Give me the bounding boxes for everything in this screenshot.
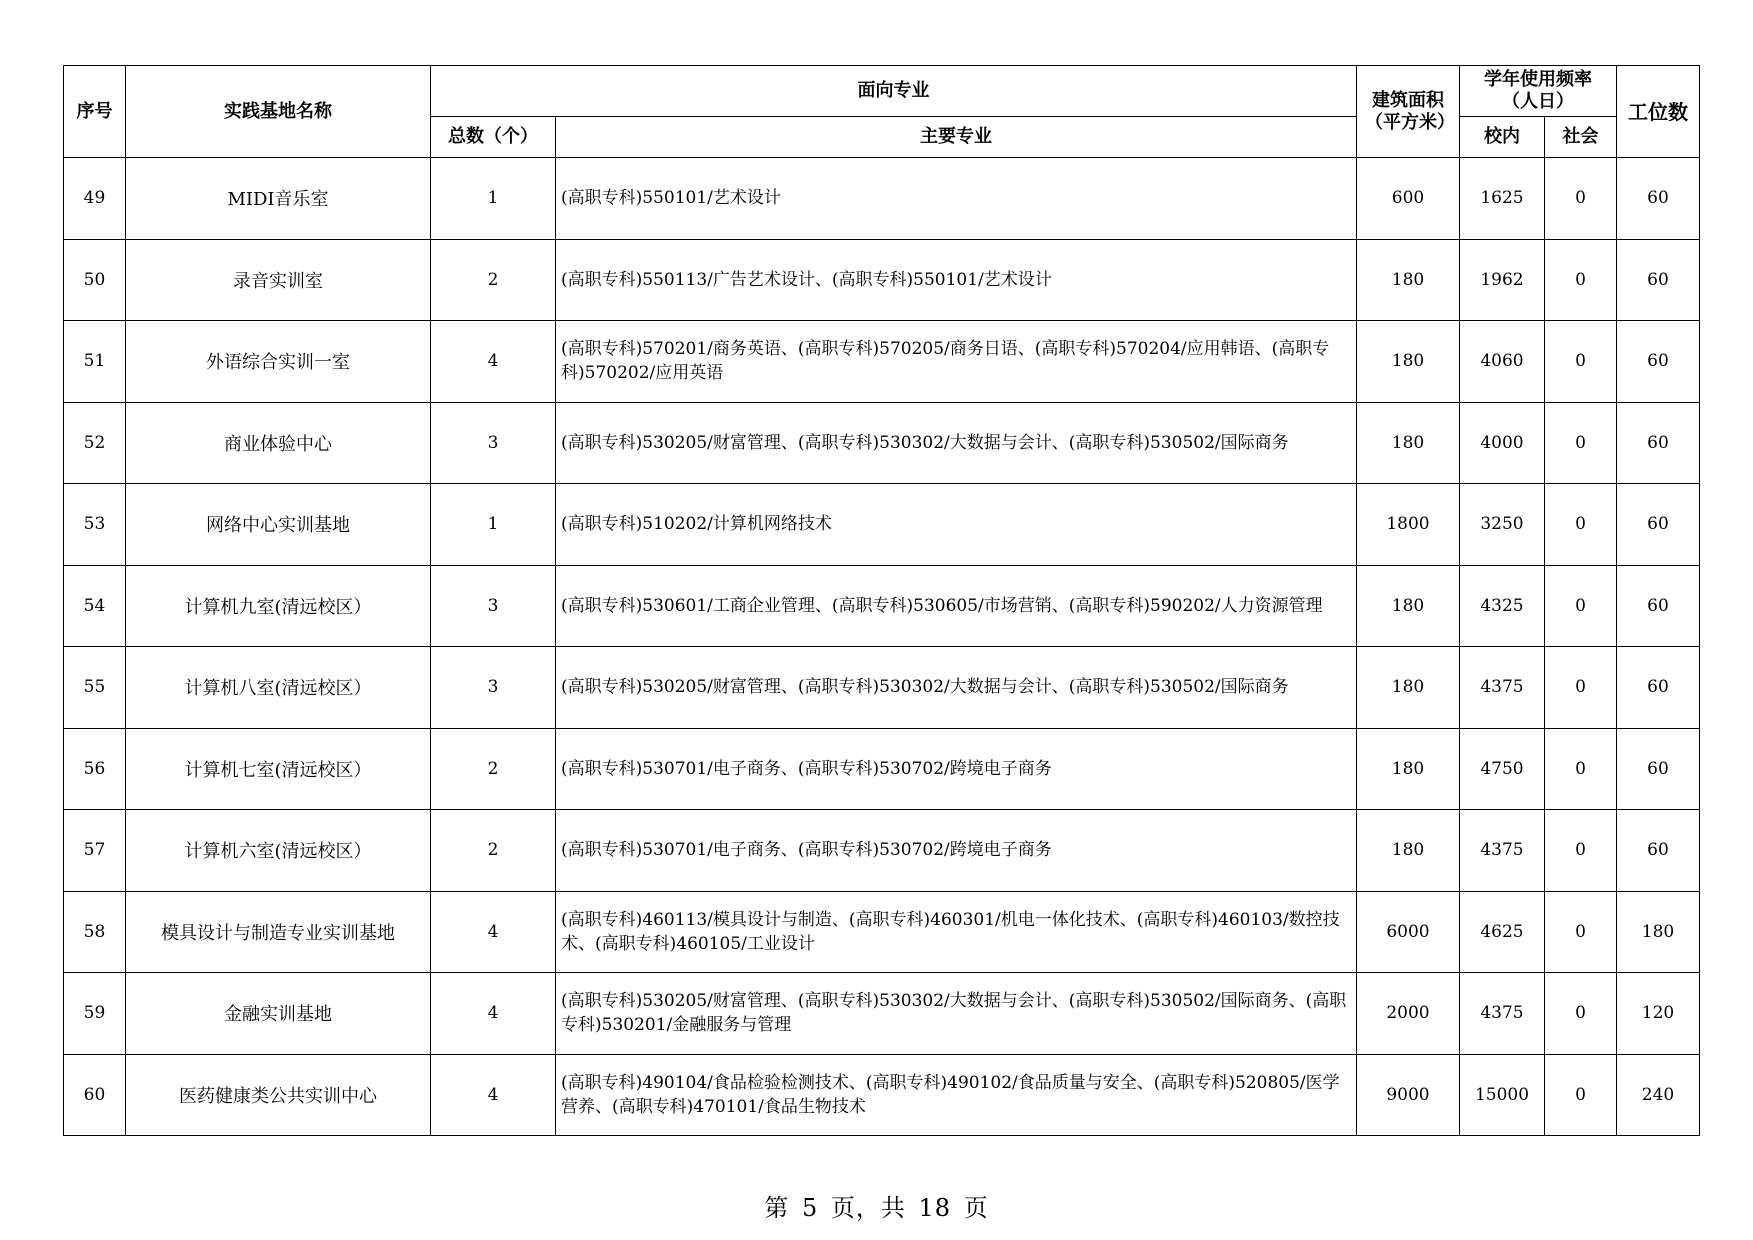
cell-total: 2 [431,728,556,810]
cell-area: 2000 [1357,973,1460,1055]
table-body [64,158,1700,1136]
header-majors-group: 面向专业 [431,66,1357,117]
cell-school-usage: 4000 [1460,402,1545,484]
cell-area: 180 [1357,239,1460,321]
cell-area: 6000 [1357,891,1460,973]
cell-society-usage: 0 [1545,158,1617,240]
table-row [64,239,1700,321]
table-row [64,321,1700,403]
table-row [64,402,1700,484]
cell-majors: (高职专科)550101/艺术设计 [556,158,1357,240]
cell-total: 3 [431,402,556,484]
cell-total: 2 [431,239,556,321]
cell-area: 180 [1357,647,1460,729]
cell-seq: 57 [64,810,126,892]
cell-society-usage: 0 [1545,1054,1617,1136]
cell-total: 4 [431,321,556,403]
cell-base-name: 医药健康类公共实训中心 [126,1054,431,1136]
cell-area: 600 [1357,158,1460,240]
cell-stations: 60 [1617,239,1700,321]
cell-society-usage: 0 [1545,810,1617,892]
cell-stations: 240 [1617,1054,1700,1136]
table-row [64,728,1700,810]
cell-school-usage: 4060 [1460,321,1545,403]
table-row [64,158,1700,240]
cell-seq: 58 [64,891,126,973]
cell-area: 9000 [1357,1054,1460,1136]
cell-base-name: 计算机九室(清远校区） [126,565,431,647]
cell-majors: (高职专科)490104/食品检验检测技术、(高职专科)490102/食品质量与安全、(高职专科)520805/医学营养、(高职专科)470101/食品生物技术 [556,1054,1357,1136]
cell-seq: 60 [64,1054,126,1136]
table-row [64,647,1700,729]
header-base-name: 实践基地名称 [126,66,431,158]
cell-majors: (高职专科)570201/商务英语、(高职专科)570205/商务日语、(高职专科)570204/应用韩语、(高职专科)570202/应用英语 [556,321,1357,403]
header-total: 总数（个） [431,117,556,158]
table-row [64,973,1700,1055]
cell-school-usage: 4375 [1460,973,1545,1055]
cell-majors: (高职专科)530701/电子商务、(高职专科)530702/跨境电子商务 [556,810,1357,892]
cell-majors: (高职专科)530601/工商企业管理、(高职专科)530605/市场营销、(高职专科)590202/人力资源管理 [556,565,1357,647]
cell-society-usage: 0 [1545,973,1617,1055]
cell-majors: (高职专科)530701/电子商务、(高职专科)530702/跨境电子商务 [556,728,1357,810]
cell-society-usage: 0 [1545,402,1617,484]
footer-suffix: 页 [963,1194,989,1222]
header-stations: 工位数 [1617,66,1700,158]
cell-seq: 53 [64,484,126,566]
cell-base-name: 计算机八室(清远校区） [126,647,431,729]
cell-area: 180 [1357,810,1460,892]
cell-majors: (高职专科)530205/财富管理、(高职专科)530302/大数据与会计、(高职专科)530502/国际商务、(高职专科)530201/金融服务与管理 [556,973,1357,1055]
cell-area: 180 [1357,565,1460,647]
cell-seq: 55 [64,647,126,729]
cell-stations: 60 [1617,728,1700,810]
table-row [64,565,1700,647]
cell-total: 1 [431,484,556,566]
cell-majors: (高职专科)510202/计算机网络技术 [556,484,1357,566]
cell-society-usage: 0 [1545,321,1617,403]
cell-society-usage: 0 [1545,484,1617,566]
cell-school-usage: 15000 [1460,1054,1545,1136]
table-row [64,891,1700,973]
table-row [64,484,1700,566]
cell-society-usage: 0 [1545,239,1617,321]
cell-school-usage: 3250 [1460,484,1545,566]
cell-society-usage: 0 [1545,647,1617,729]
practice-base-table [63,65,1700,1136]
cell-total: 3 [431,647,556,729]
cell-seq: 50 [64,239,126,321]
cell-stations: 60 [1617,565,1700,647]
cell-total: 2 [431,810,556,892]
cell-seq: 54 [64,565,126,647]
cell-total: 1 [431,158,556,240]
table-row [64,1054,1700,1136]
cell-stations: 60 [1617,402,1700,484]
cell-base-name: 模具设计与制造专业实训基地 [126,891,431,973]
cell-stations: 60 [1617,321,1700,403]
cell-area: 180 [1357,402,1460,484]
cell-society-usage: 0 [1545,565,1617,647]
cell-area: 180 [1357,728,1460,810]
cell-base-name: MIDI音乐室 [126,158,431,240]
footer-total-pages: 18 [918,1194,952,1222]
cell-school-usage: 4325 [1460,565,1545,647]
cell-school-usage: 4750 [1460,728,1545,810]
cell-stations: 60 [1617,810,1700,892]
cell-base-name: 计算机六室(清远校区） [126,810,431,892]
table-row [64,810,1700,892]
cell-base-name: 外语综合实训一室 [126,321,431,403]
cell-society-usage: 0 [1545,891,1617,973]
cell-stations: 60 [1617,158,1700,240]
cell-total: 4 [431,891,556,973]
header-area: 建筑面积（平方米） [1357,66,1460,158]
cell-school-usage: 4375 [1460,647,1545,729]
cell-base-name: 网络中心实训基地 [126,484,431,566]
cell-majors: (高职专科)460113/模具设计与制造、(高职专科)460301/机电一体化技术、(高职专科)460103/数控技术、(高职专科)460105/工业设计 [556,891,1357,973]
cell-society-usage: 0 [1545,728,1617,810]
cell-seq: 59 [64,973,126,1055]
header-seq: 序号 [64,66,126,158]
cell-base-name: 计算机七室(清远校区） [126,728,431,810]
footer-mid: 页，共 [830,1194,906,1222]
cell-area: 180 [1357,321,1460,403]
cell-stations: 180 [1617,891,1700,973]
footer-page-number: 5 [801,1194,819,1222]
page-footer [0,1188,1753,1223]
cell-stations: 60 [1617,484,1700,566]
header-society: 社会 [1545,117,1617,158]
header-main-majors: 主要专业 [556,117,1357,158]
table-header [64,66,1700,158]
cell-base-name: 金融实训基地 [126,973,431,1055]
cell-majors: (高职专科)530205/财富管理、(高职专科)530302/大数据与会计、(高职专科)530502/国际商务 [556,647,1357,729]
header-school: 校内 [1460,117,1545,158]
cell-base-name: 录音实训室 [126,239,431,321]
cell-area: 1800 [1357,484,1460,566]
cell-majors: (高职专科)550113/广告艺术设计、(高职专科)550101/艺术设计 [556,239,1357,321]
cell-total: 4 [431,1054,556,1136]
cell-base-name: 商业体验中心 [126,402,431,484]
cell-seq: 49 [64,158,126,240]
cell-stations: 60 [1617,647,1700,729]
cell-school-usage: 1962 [1460,239,1545,321]
cell-seq: 52 [64,402,126,484]
cell-stations: 120 [1617,973,1700,1055]
header-frequency: 学年使用频率（人日） [1460,66,1617,117]
cell-school-usage: 4375 [1460,810,1545,892]
cell-school-usage: 1625 [1460,158,1545,240]
cell-school-usage: 4625 [1460,891,1545,973]
cell-seq: 51 [64,321,126,403]
cell-total: 4 [431,973,556,1055]
cell-total: 3 [431,565,556,647]
footer-prefix: 第 [764,1194,790,1222]
cell-seq: 56 [64,728,126,810]
cell-majors: (高职专科)530205/财富管理、(高职专科)530302/大数据与会计、(高职专科)530502/国际商务 [556,402,1357,484]
